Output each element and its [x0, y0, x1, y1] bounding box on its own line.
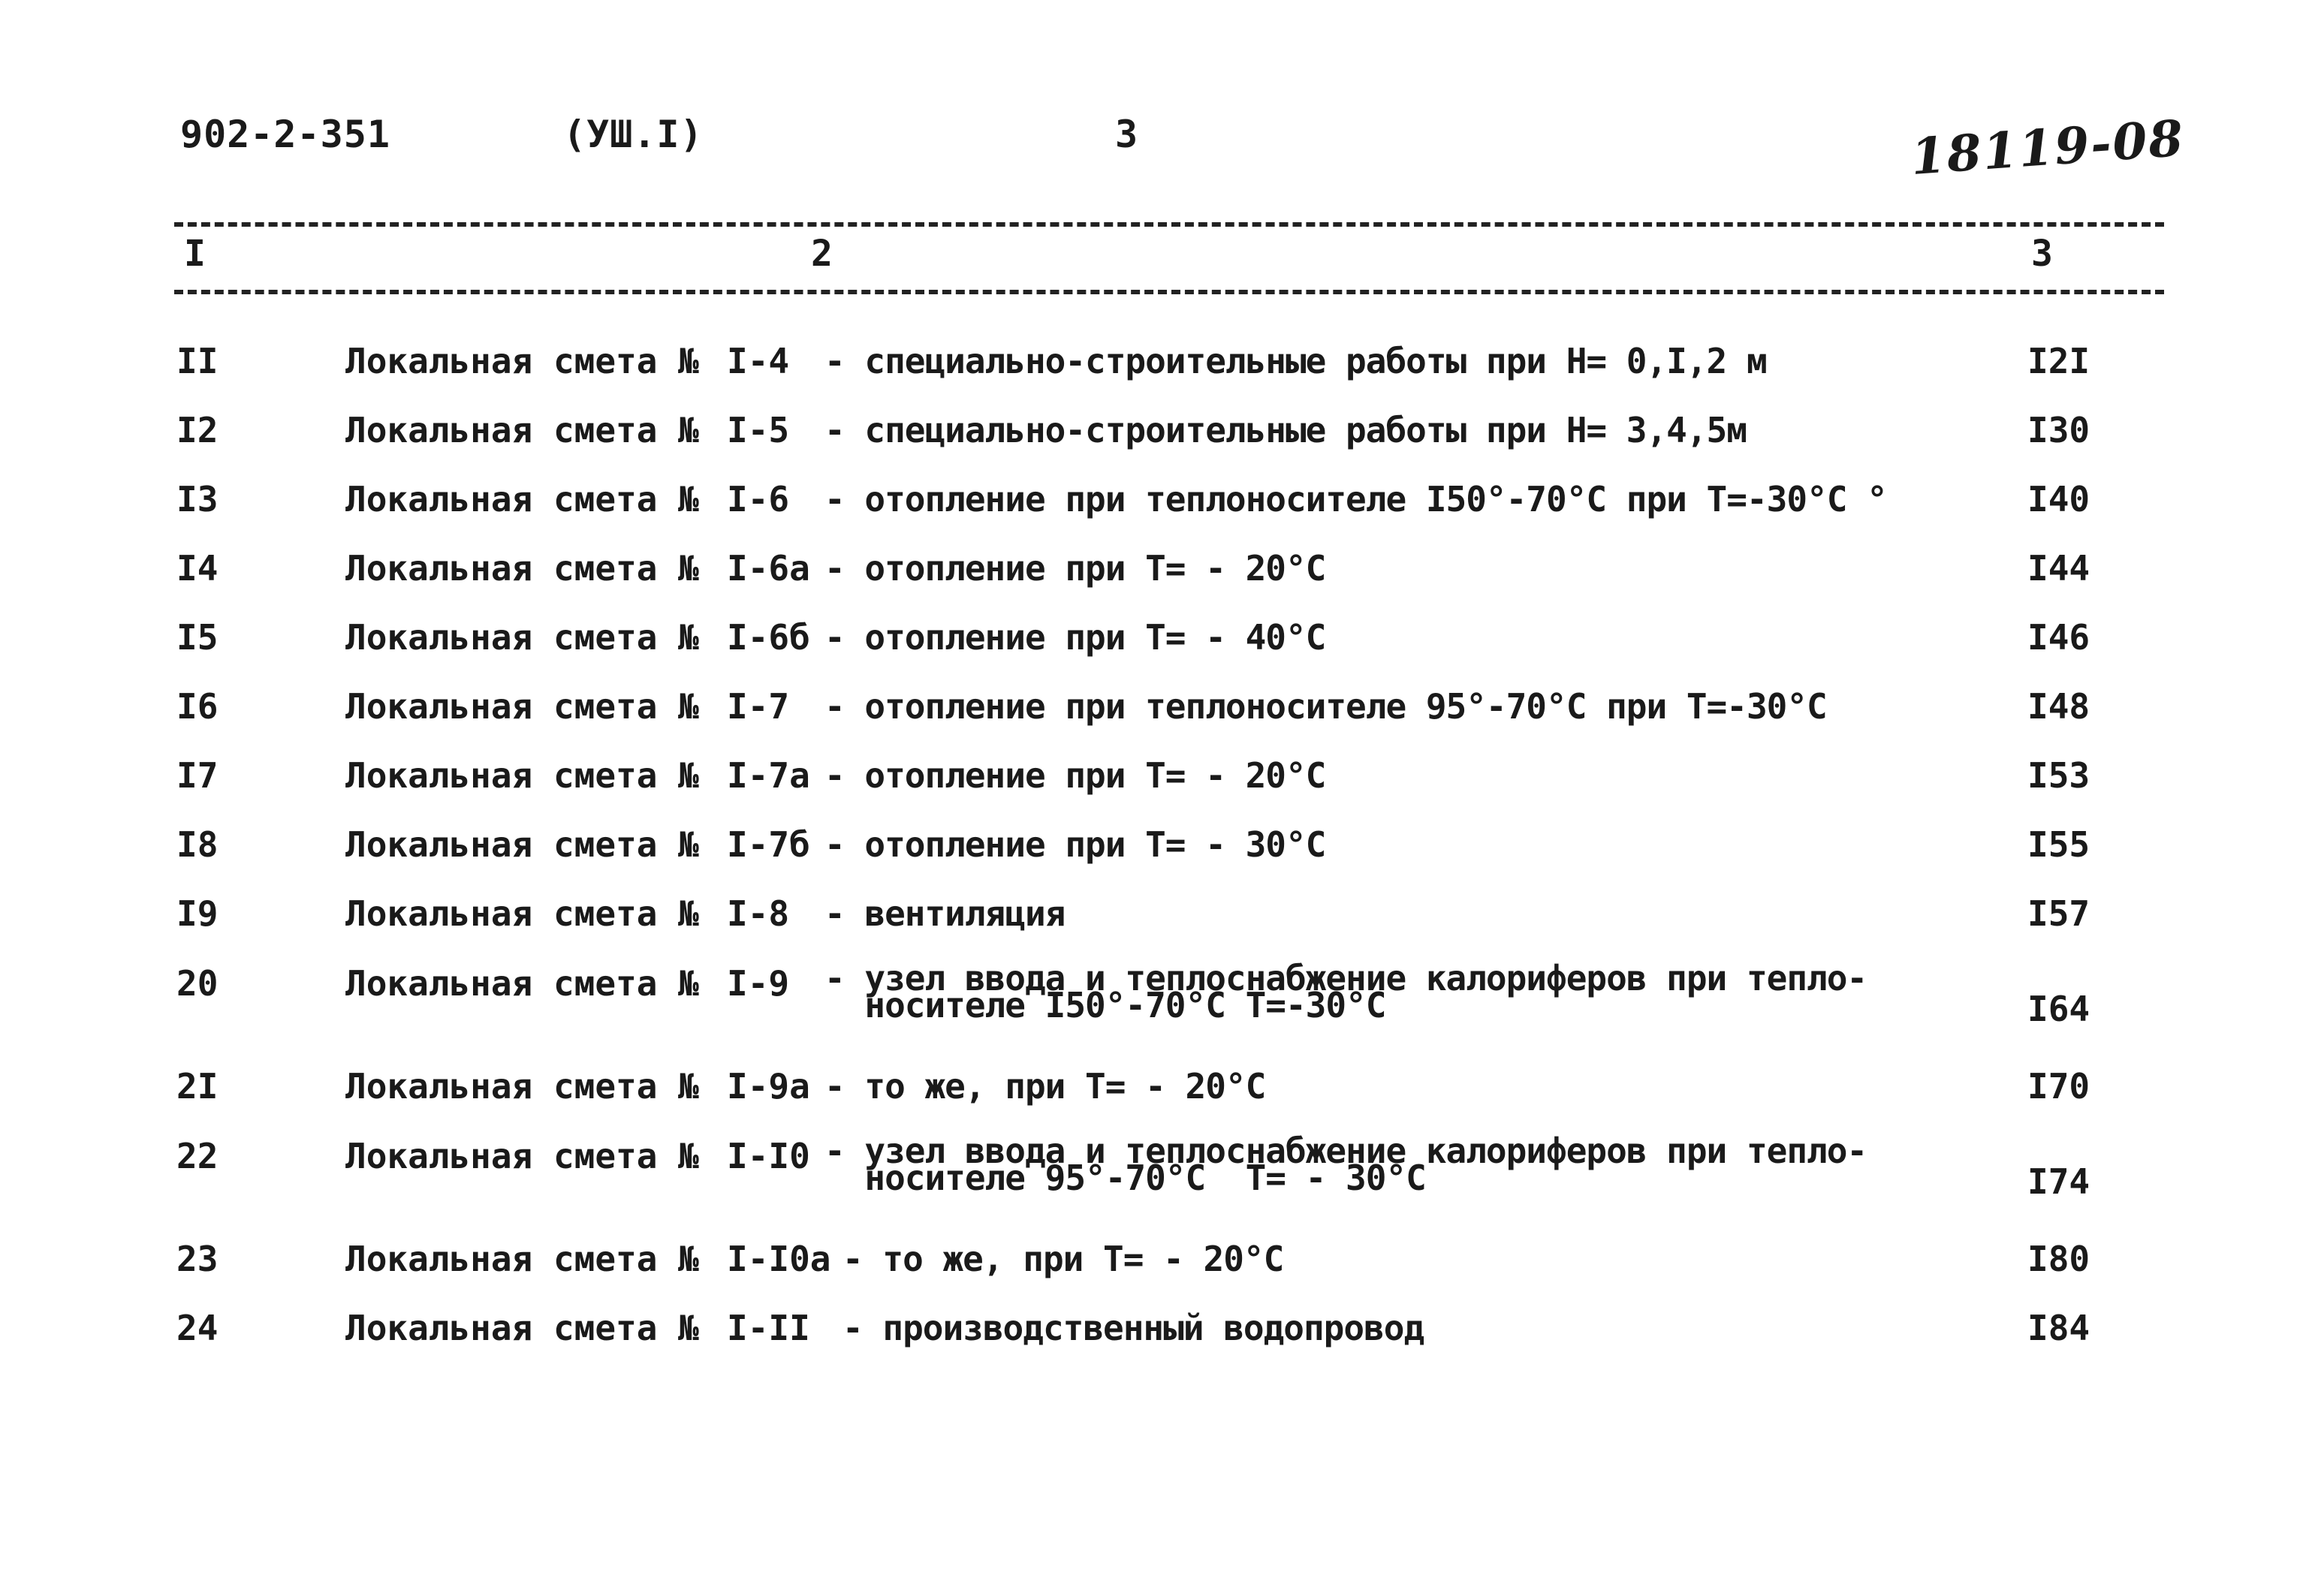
row-code: I-I0а [727, 1239, 831, 1279]
row-label: Локальная смета № [345, 548, 699, 589]
handwritten-archive-number: 18119-08 [1909, 108, 2187, 186]
row-page: I53 [2027, 755, 2090, 796]
row-description: - отопление при теплоносителе I50°-70°С при Т=-30°С ° [824, 479, 1887, 519]
row-label: Локальная смета № [345, 824, 699, 865]
row-code: I-6б [727, 617, 810, 658]
row-number: 2I [176, 1066, 219, 1107]
row-number: 20 [176, 963, 219, 1004]
row-description: - специально-строительные работы при Н= 0,I,2 м [824, 341, 1767, 381]
row-label: Локальная смета № [345, 1066, 699, 1107]
row-page: I70 [2027, 1066, 2090, 1107]
row-code: I-5 [727, 410, 790, 450]
row-number: I5 [176, 617, 219, 658]
row-page: I74 [2027, 1161, 2090, 1202]
row-page: I30 [2027, 410, 2090, 450]
row-number: 22 [176, 1136, 219, 1176]
row-description: - отопление при теплоносителе 95°-70°С при Т=-30°С [824, 686, 1827, 727]
row-code: I-II [727, 1308, 810, 1348]
document-code: 902-2-351 [180, 113, 390, 156]
row-label: Локальная смета № [345, 1136, 699, 1176]
row-number: II [176, 341, 219, 381]
row-number: I6 [176, 686, 219, 727]
column-header-page: 3 [2031, 233, 2053, 275]
row-description: - то же, при Т= - 20°С [824, 1066, 1266, 1107]
row-label: Локальная смета № [345, 893, 699, 934]
row-description: - то же, при Т= - 20°С [843, 1239, 1284, 1279]
row-description: - вентиляция [824, 893, 1066, 934]
row-label: Локальная смета № [345, 686, 699, 727]
row-number: 24 [176, 1308, 219, 1348]
row-number: I4 [176, 548, 219, 589]
row-description: - специально-строительные работы при Н= 3,4,5м [824, 410, 1747, 450]
row-label: Локальная смета № [345, 963, 699, 1004]
row-code: I-6а [727, 548, 810, 589]
row-label: Локальная смета № [345, 1239, 699, 1279]
row-description: - производственный водопровод [843, 1308, 1424, 1348]
row-number: I7 [176, 755, 219, 796]
row-description: - отопление при Т= - 20°С [824, 755, 1326, 796]
row-number: I2 [176, 410, 219, 450]
row-code: I-8 [727, 893, 790, 934]
row-description: - отопление при Т= - 30°С [824, 824, 1326, 865]
row-number: 23 [176, 1239, 219, 1279]
row-description: - узел ввода и теплоснабжение калориферов при тепло- носителе 95°-70°С Т= - 30°С [824, 1131, 1867, 1198]
row-code: I-7б [727, 824, 810, 865]
row-page: I48 [2027, 686, 2090, 727]
row-page: I46 [2027, 617, 2090, 658]
row-code: I-7 [727, 686, 790, 727]
row-code: I-I0 [727, 1136, 810, 1176]
column-header-title: 2 [811, 233, 833, 275]
row-label: Локальная смета № [345, 341, 699, 381]
row-page: I55 [2027, 824, 2090, 865]
row-label: Локальная смета № [345, 410, 699, 450]
row-label: Локальная смета № [345, 755, 699, 796]
row-page: I64 [2027, 989, 2090, 1029]
row-code: I-6 [727, 479, 790, 519]
row-label: Локальная смета № [345, 479, 699, 519]
row-label: Локальная смета № [345, 617, 699, 658]
row-page: I57 [2027, 893, 2090, 934]
row-description: - отопление при Т= - 40°С [824, 617, 1326, 658]
row-number: I8 [176, 824, 219, 865]
row-description: - узел ввода и теплоснабжение калориферов при тепло- носителе I50°-70°С Т=-30°С [824, 958, 1867, 1025]
row-code: I-9а [727, 1066, 810, 1107]
column-header-number: I [184, 233, 206, 275]
row-code: I-7а [727, 755, 810, 796]
row-page: I44 [2027, 548, 2090, 589]
row-page: I2I [2027, 341, 2090, 381]
row-label: Локальная смета № [345, 1308, 699, 1348]
row-page: I84 [2027, 1308, 2090, 1348]
row-code: I-4 [727, 341, 790, 381]
section-number: (УШ.I) [563, 113, 704, 156]
row-number: I3 [176, 479, 219, 519]
row-page: I80 [2027, 1239, 2090, 1279]
row-code: I-9 [727, 963, 790, 1004]
row-number: I9 [176, 893, 219, 934]
page-number: 3 [1115, 113, 1139, 156]
row-description: - отопление при Т= - 20°С [824, 548, 1326, 589]
row-page: I40 [2027, 479, 2090, 519]
